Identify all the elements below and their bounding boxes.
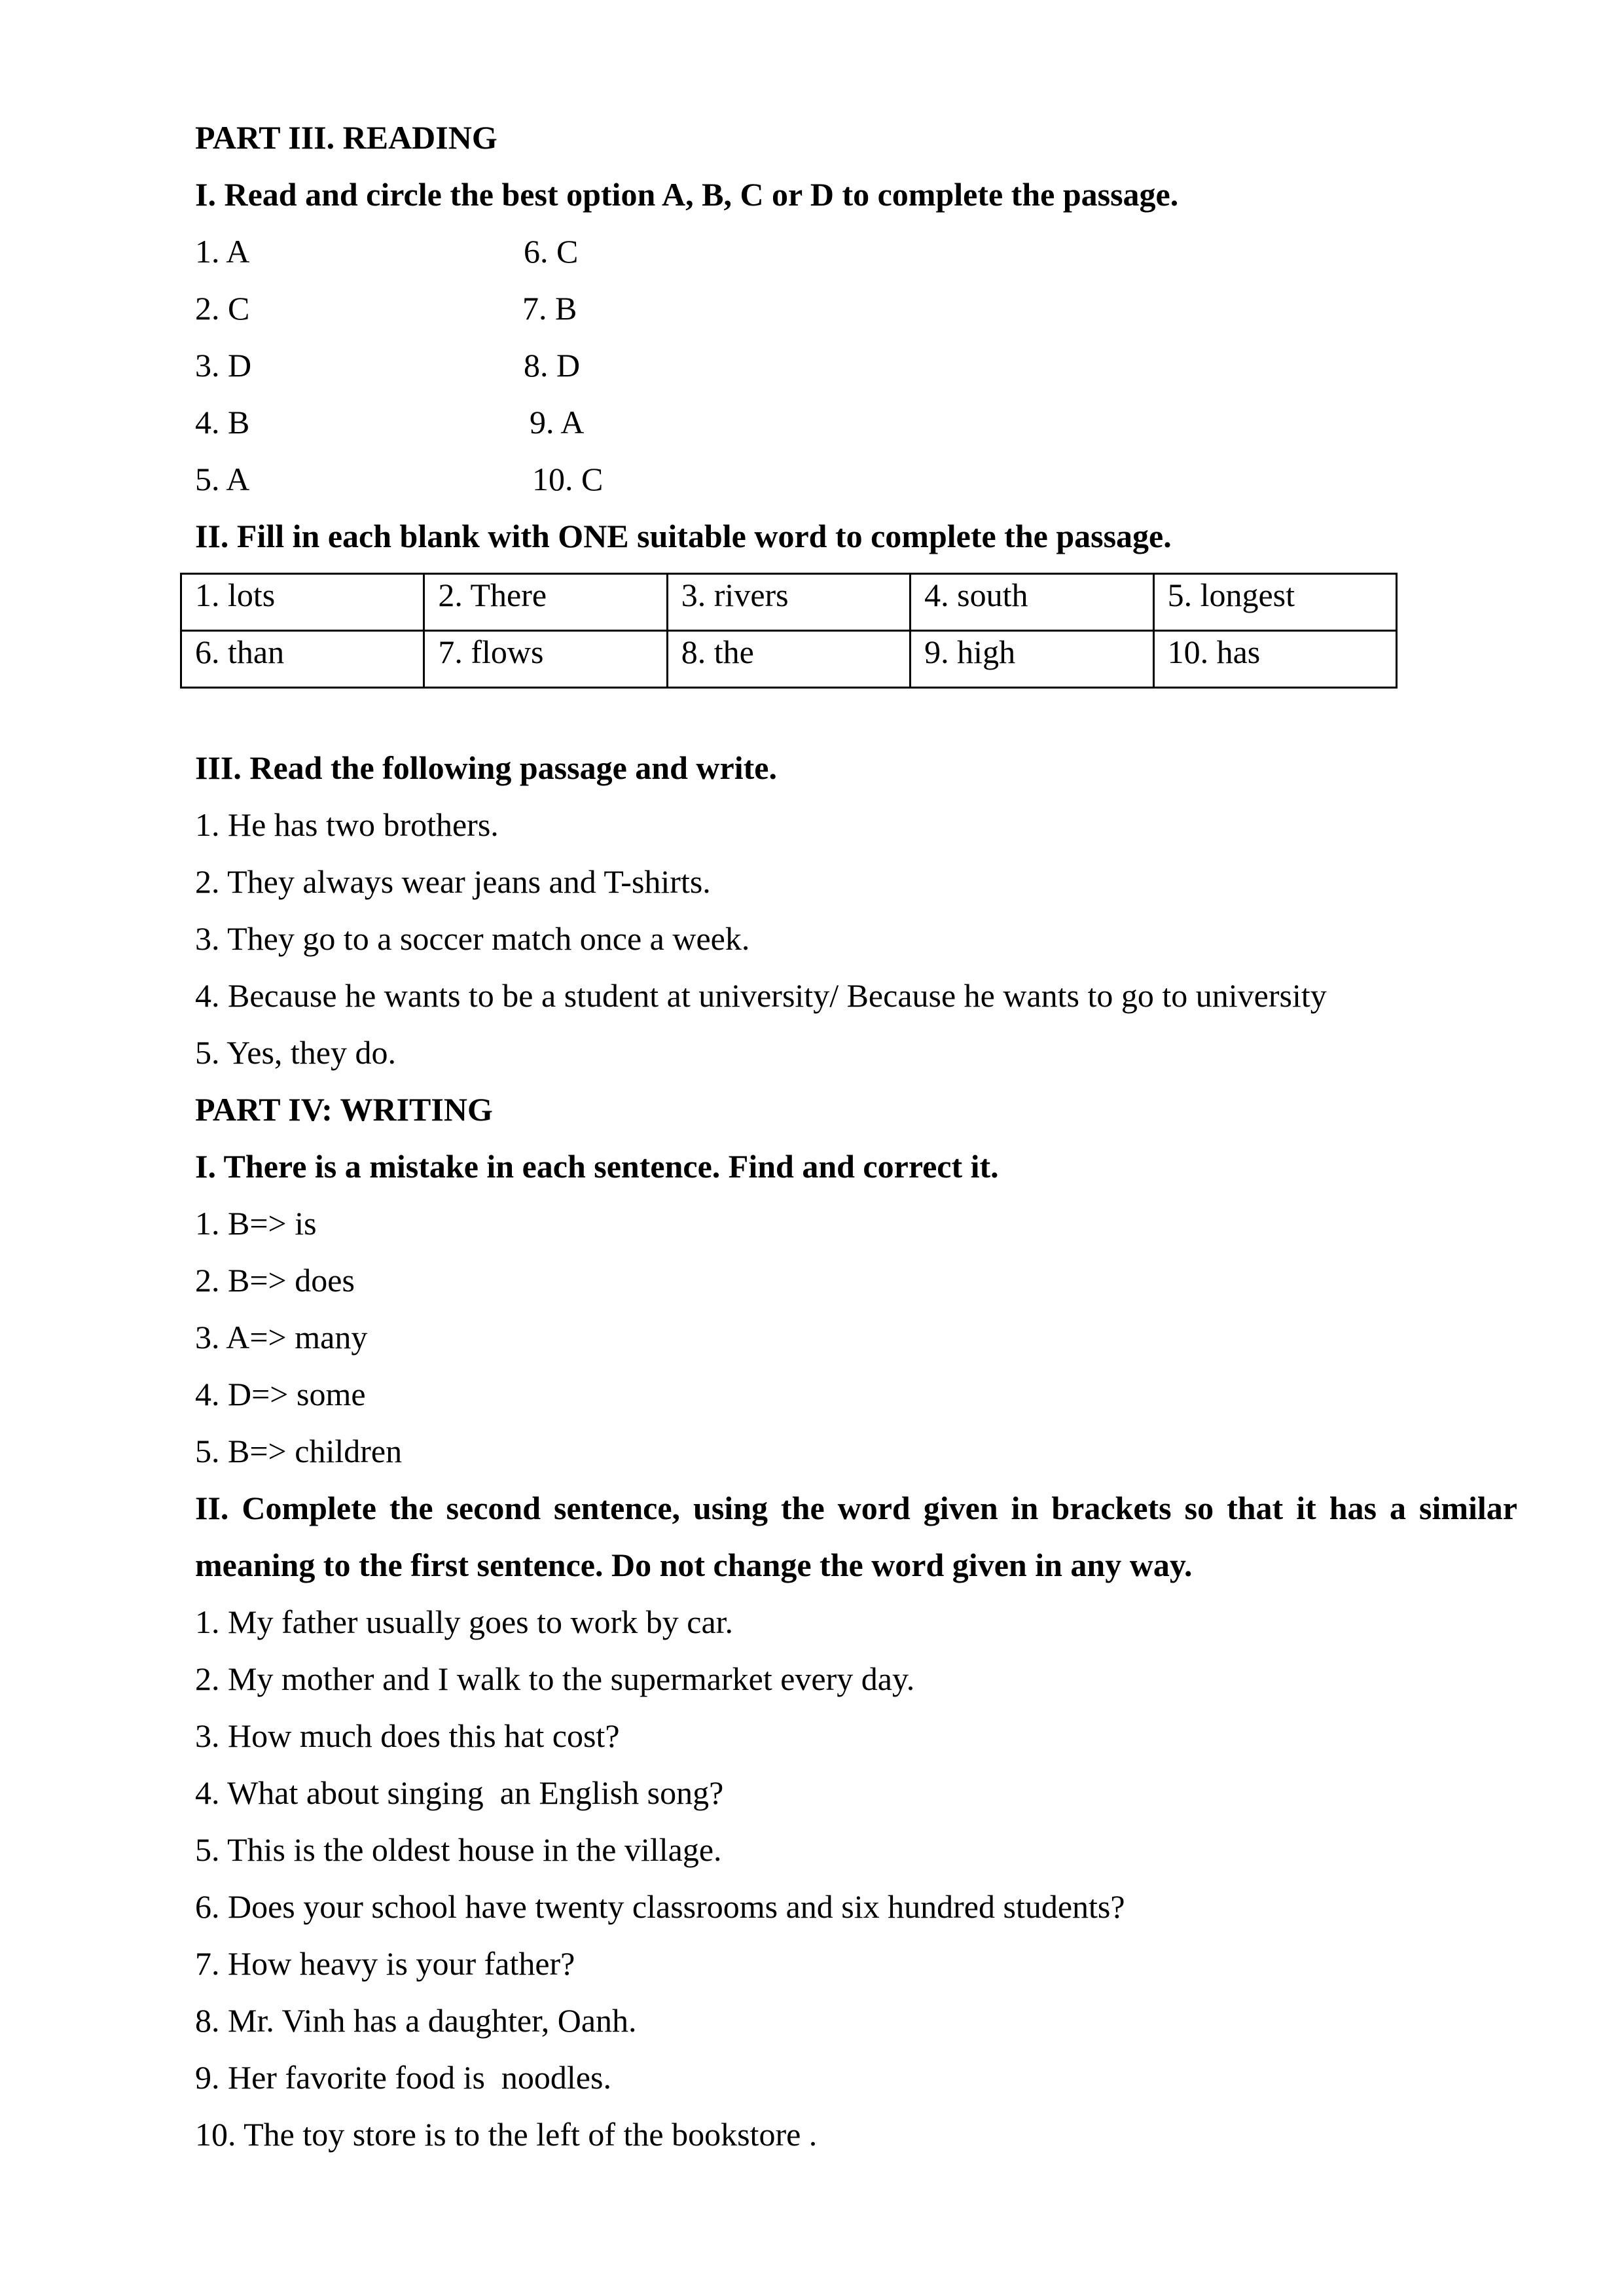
section3-heading: III. Read the following passage and write.: [195, 749, 777, 786]
fill-blank-answer-table: [180, 573, 1398, 689]
answer-line: 3. They go to a soccer match once a week.: [195, 920, 750, 957]
answer-right: 7. B: [522, 290, 577, 327]
answer-left: 5. A: [195, 461, 250, 497]
table-cell: 3. rivers: [667, 574, 910, 631]
answer-row: [195, 280, 1517, 337]
table-cell: 8. the: [667, 631, 910, 688]
answer-line: 5. This is the oldest house in the village.: [195, 1831, 722, 1868]
answer-left: 4. B: [195, 404, 250, 440]
table-cell: 5. longest: [1153, 574, 1396, 631]
answer-row: [195, 451, 1517, 508]
answer-line: 5. B=> children: [195, 1433, 403, 1469]
table-cell: 1. lots: [181, 574, 424, 631]
table-cell: 10. has: [1153, 631, 1396, 688]
table-cell: 6. than: [181, 631, 424, 688]
answer-line: 1. My father usually goes to work by car.: [195, 1604, 734, 1640]
answer-line: 10. The toy store is to the left of the bookstore .: [195, 2116, 818, 2153]
table-cell: 4. south: [911, 574, 1153, 631]
answer-line: 2. My mother and I walk to the supermarket every day.: [195, 1660, 915, 1697]
part3-title: PART III. READING: [195, 119, 497, 156]
answer-left: 1. A: [195, 233, 250, 270]
table-cell: 9. high: [911, 631, 1153, 688]
answer-left: 3. D: [195, 347, 252, 384]
answer-line: 3. How much does this hat cost?: [195, 1717, 620, 1754]
answer-row: [195, 223, 1517, 280]
answer-right: 8. D: [524, 347, 581, 384]
answer-line: 4. D=> some: [195, 1376, 366, 1412]
section2-heading: II. Fill in each blank with ONE suitable word to complete the passage.: [195, 518, 1172, 554]
part4-section1-heading: I. There is a mistake in each sentence. Find and correct it.: [195, 1148, 999, 1185]
answer-line: 2. They always wear jeans and T-shirts.: [195, 863, 711, 900]
table-row: [181, 574, 1397, 631]
answer-line: 1. He has two brothers.: [195, 806, 499, 843]
answer-line: 1. B=> is: [195, 1205, 317, 1242]
answer-row: [195, 337, 1517, 394]
answer-line: 3. A=> many: [195, 1319, 368, 1355]
answer-line: 4. Because he wants to be a student at university/ Because he wants to go to university: [195, 977, 1327, 1014]
answer-line: 7. How heavy is your father?: [195, 1945, 575, 1982]
answer-right: 6. C: [524, 233, 579, 270]
answer-row: [195, 394, 1517, 451]
part4-section2-heading: II. Complete the second sentence, using the word given in brackets so that it has a similar meaning to the first sentence. Do not change the word given in any way.: [195, 1490, 1517, 1583]
part4-title: PART IV: WRITING: [195, 1091, 493, 1128]
table-row: [181, 631, 1397, 688]
part3-part4-block: [195, 740, 1517, 2163]
answer-line: 4. What about singing an English song?: [195, 1774, 724, 1811]
answer-line: 2. B=> does: [195, 1262, 355, 1299]
answer-line: 5. Yes, they do.: [195, 1034, 396, 1071]
part3-reading-block: [195, 109, 1517, 565]
section1-heading: I. Read and circle the best option A, B, C or D to complete the passage.: [195, 176, 1179, 213]
table-cell: 2. There: [424, 574, 667, 631]
answer-right: 10. C: [532, 461, 604, 497]
answer-left: 2. C: [195, 290, 250, 327]
answer-line: 8. Mr. Vinh has a daughter, Oanh.: [195, 2002, 637, 2039]
answer-right: 9. A: [530, 404, 585, 440]
table-cell: 7. flows: [424, 631, 667, 688]
answer-line: 9. Her favorite food is noodles.: [195, 2059, 611, 2096]
answer-line: 6. Does your school have twenty classrooms and six hundred students?: [195, 1888, 1125, 1925]
